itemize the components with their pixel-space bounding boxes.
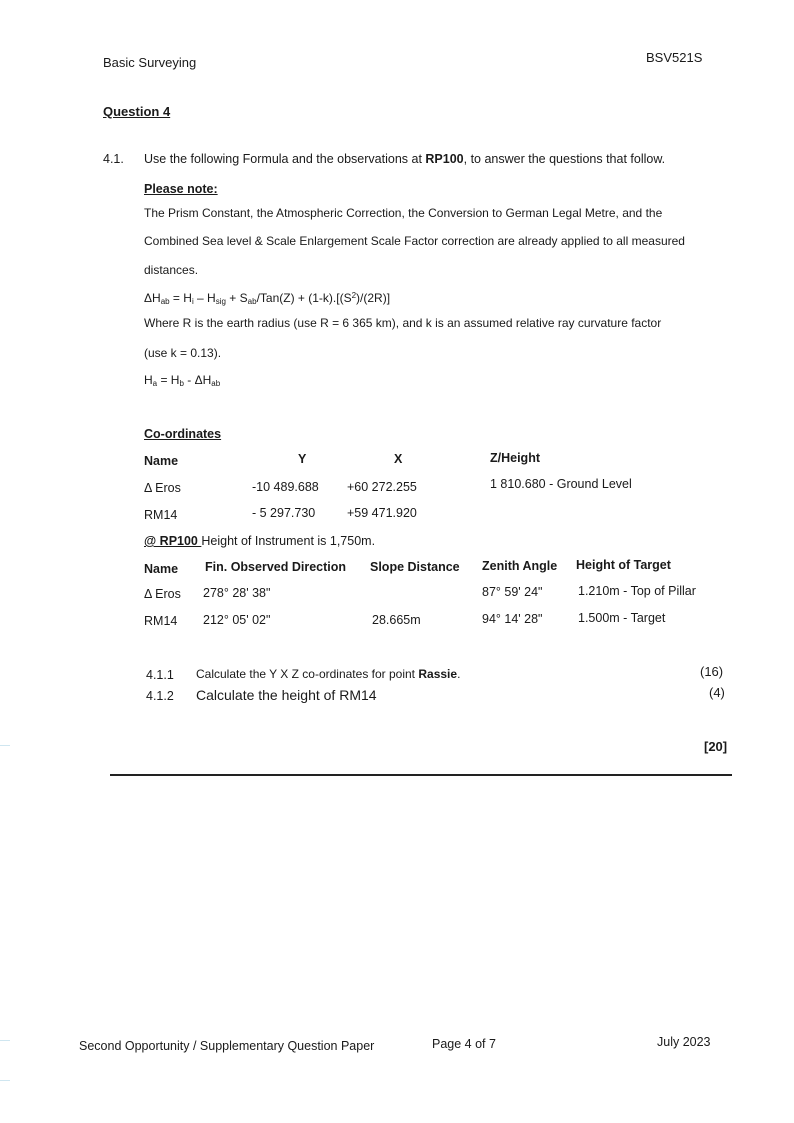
- obs-header-target: Height of Target: [576, 558, 671, 572]
- intro-text-end: , to answer the questions that follow.: [463, 152, 666, 166]
- subquestion-marks: (4): [709, 685, 725, 700]
- note-line: distances.: [144, 263, 199, 277]
- subquestion-text-end: .: [457, 667, 461, 681]
- intro-station: RP100: [425, 152, 464, 166]
- obs-row-zenith: 87° 59' 24": [482, 585, 543, 599]
- scan-mark: [0, 1080, 10, 1081]
- coord-row-y: -10 489.688: [252, 480, 319, 494]
- footer-paper-type: Second Opportunity / Supplementary Question Paper: [79, 1039, 375, 1053]
- note-line: Combined Sea level & Scale Enlargement Scale Factor correction are already applied to all measured: [144, 234, 685, 248]
- scan-mark: [0, 745, 10, 746]
- radius-note-line: Where R is the earth radius (use R = 6 365 km), and k is an assumed relative ray curvature factor: [144, 316, 662, 330]
- header-course-code: BSV521S: [646, 50, 703, 65]
- subquestion-text-part: Calculate the Y X Z co-ordinates for point: [196, 667, 419, 681]
- subquestion-marks: (16): [700, 664, 724, 679]
- coord-row-x: +59 471.920: [347, 506, 417, 520]
- question-title: Question 4: [103, 104, 171, 119]
- instrument-height-text: Height of Instrument is 1,750m.: [201, 534, 376, 548]
- note-line: The Prism Constant, the Atmospheric Correction, the Conversion to German Legal Metre, and the: [144, 206, 663, 220]
- coord-row-name: Δ Eros: [144, 481, 181, 495]
- obs-row-zenith: 94° 14' 28": [482, 612, 543, 626]
- header-course-name: Basic Surveying: [103, 55, 197, 70]
- intro-text: Use the following Formula and the observations at: [144, 152, 426, 166]
- total-marks: [20]: [704, 739, 728, 754]
- coord-row-y: - 5 297.730: [252, 506, 316, 520]
- obs-header-slope: Slope Distance: [370, 560, 460, 574]
- footer-page-number: Page 4 of 7: [432, 1037, 496, 1051]
- obs-row-direction: 212° 05' 02": [203, 613, 271, 627]
- obs-row-slope: 28.665m: [372, 613, 421, 627]
- coord-header-name: Name: [144, 454, 179, 468]
- subquestion-number: 4.1.2: [146, 689, 174, 703]
- obs-header-direction: Fin. Observed Direction: [205, 560, 347, 574]
- height-formula: $H_a = H_b - \Delta H_{ab}$: [144, 373, 221, 388]
- obs-row-name: RM14: [144, 614, 178, 628]
- obs-header-name: Name: [144, 562, 179, 576]
- coord-row-z: 1 810.680 - Ground Level: [490, 477, 632, 491]
- footer-date: July 2023: [657, 1035, 711, 1049]
- radius-note-line: (use k = 0.13).: [144, 346, 222, 360]
- coord-header-z: Z/Height: [490, 451, 540, 465]
- obs-row-target: 1.500m - Target: [578, 611, 666, 625]
- obs-header-zenith: Zenith Angle: [482, 559, 558, 573]
- subquestion-text: Calculate the height of RM14: [196, 687, 377, 703]
- question-intro: [144, 153, 665, 166]
- subquestion-point-name: Rassie: [418, 667, 458, 681]
- subquestion-number: 4.1.1: [146, 668, 174, 682]
- instrument-height-line: [144, 535, 375, 548]
- height-difference-formula: $\Delta H_{ab} = H_i - H_{sig} + S_{ab}/Tan(Z) + (1-k).[(S^2)/(2R)]$: [144, 291, 391, 306]
- coord-row-name: RM14: [144, 508, 178, 522]
- question-number: 4.1.: [103, 152, 124, 166]
- obs-row-name: Δ Eros: [144, 587, 181, 601]
- coord-header-x: X: [394, 452, 403, 466]
- coordinates-title: Co-ordinates: [144, 427, 222, 441]
- section-divider: [110, 774, 732, 776]
- coord-row-x: +60 272.255: [347, 480, 417, 494]
- subquestion-text: [196, 668, 460, 680]
- note-title: Please note:: [144, 182, 218, 196]
- scan-mark: [0, 1040, 10, 1041]
- obs-row-target: 1.210m - Top of Pillar: [578, 584, 696, 598]
- coord-header-y: Y: [298, 452, 307, 466]
- obs-row-direction: 278° 28' 38": [203, 586, 271, 600]
- instrument-station: @ RP100: [144, 534, 202, 548]
